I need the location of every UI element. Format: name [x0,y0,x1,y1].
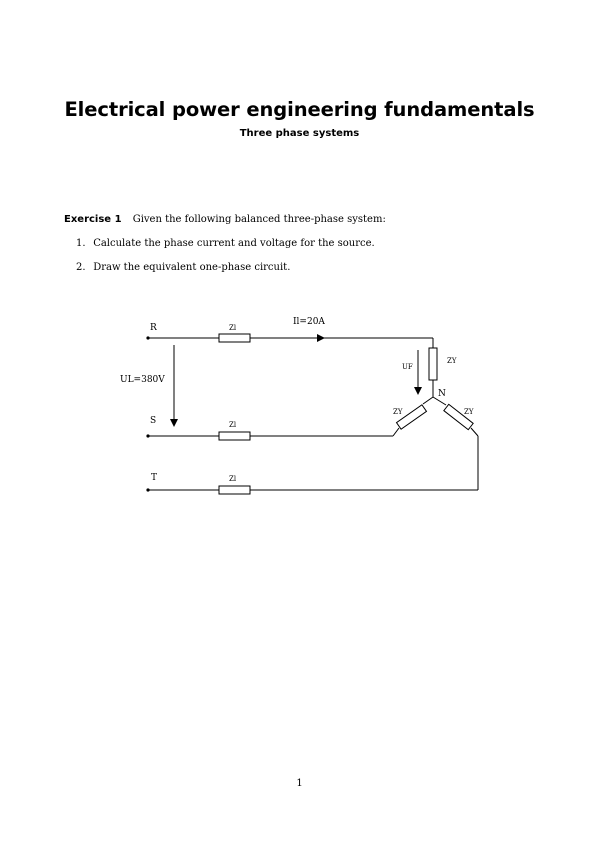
task-text: Draw the equivalent one-phase circuit. [93,262,291,273]
star-load [393,348,478,436]
phase-r-label: R [150,323,157,333]
phase-s-label: S [150,416,157,426]
neutral-label: N [438,389,446,399]
page-number: 1 [296,778,303,789]
line-current-label: Il=20A [293,317,325,327]
phase-t-line [146,436,478,494]
phase-voltage-label: UF [402,363,413,371]
load-impedance-label-r: ZY [447,357,457,365]
load-impedance-label-t: ZY [464,408,474,416]
exercise-prompt: Given the following balanced three-phase system: [132,214,386,225]
load-impedance-label-s: ZY [393,408,403,416]
phase-t-label: T [151,473,158,483]
line-impedance-t [219,486,250,494]
line-impedance-label-r: Zl [229,324,237,332]
document-subtitle: Three phase systems [239,128,360,139]
exercise-label: Exercise 1 [64,214,122,225]
line-impedance-label-s: Zl [229,421,237,429]
task-number: 2. [76,262,86,273]
line-impedance-s [219,432,250,440]
line-voltage-label: UL=380V [120,375,165,385]
task-number: 1. [76,238,86,249]
phase-s-line [146,432,393,440]
line-impedance-label-t: Zl [229,475,237,483]
document-title: Electrical power engineering fundamentals [64,98,535,121]
load-impedance-r [429,348,437,380]
line-impedance-r [219,334,250,342]
phase-r-line [146,334,433,348]
task-text: Calculate the phase current and voltage for the source. [93,238,375,249]
